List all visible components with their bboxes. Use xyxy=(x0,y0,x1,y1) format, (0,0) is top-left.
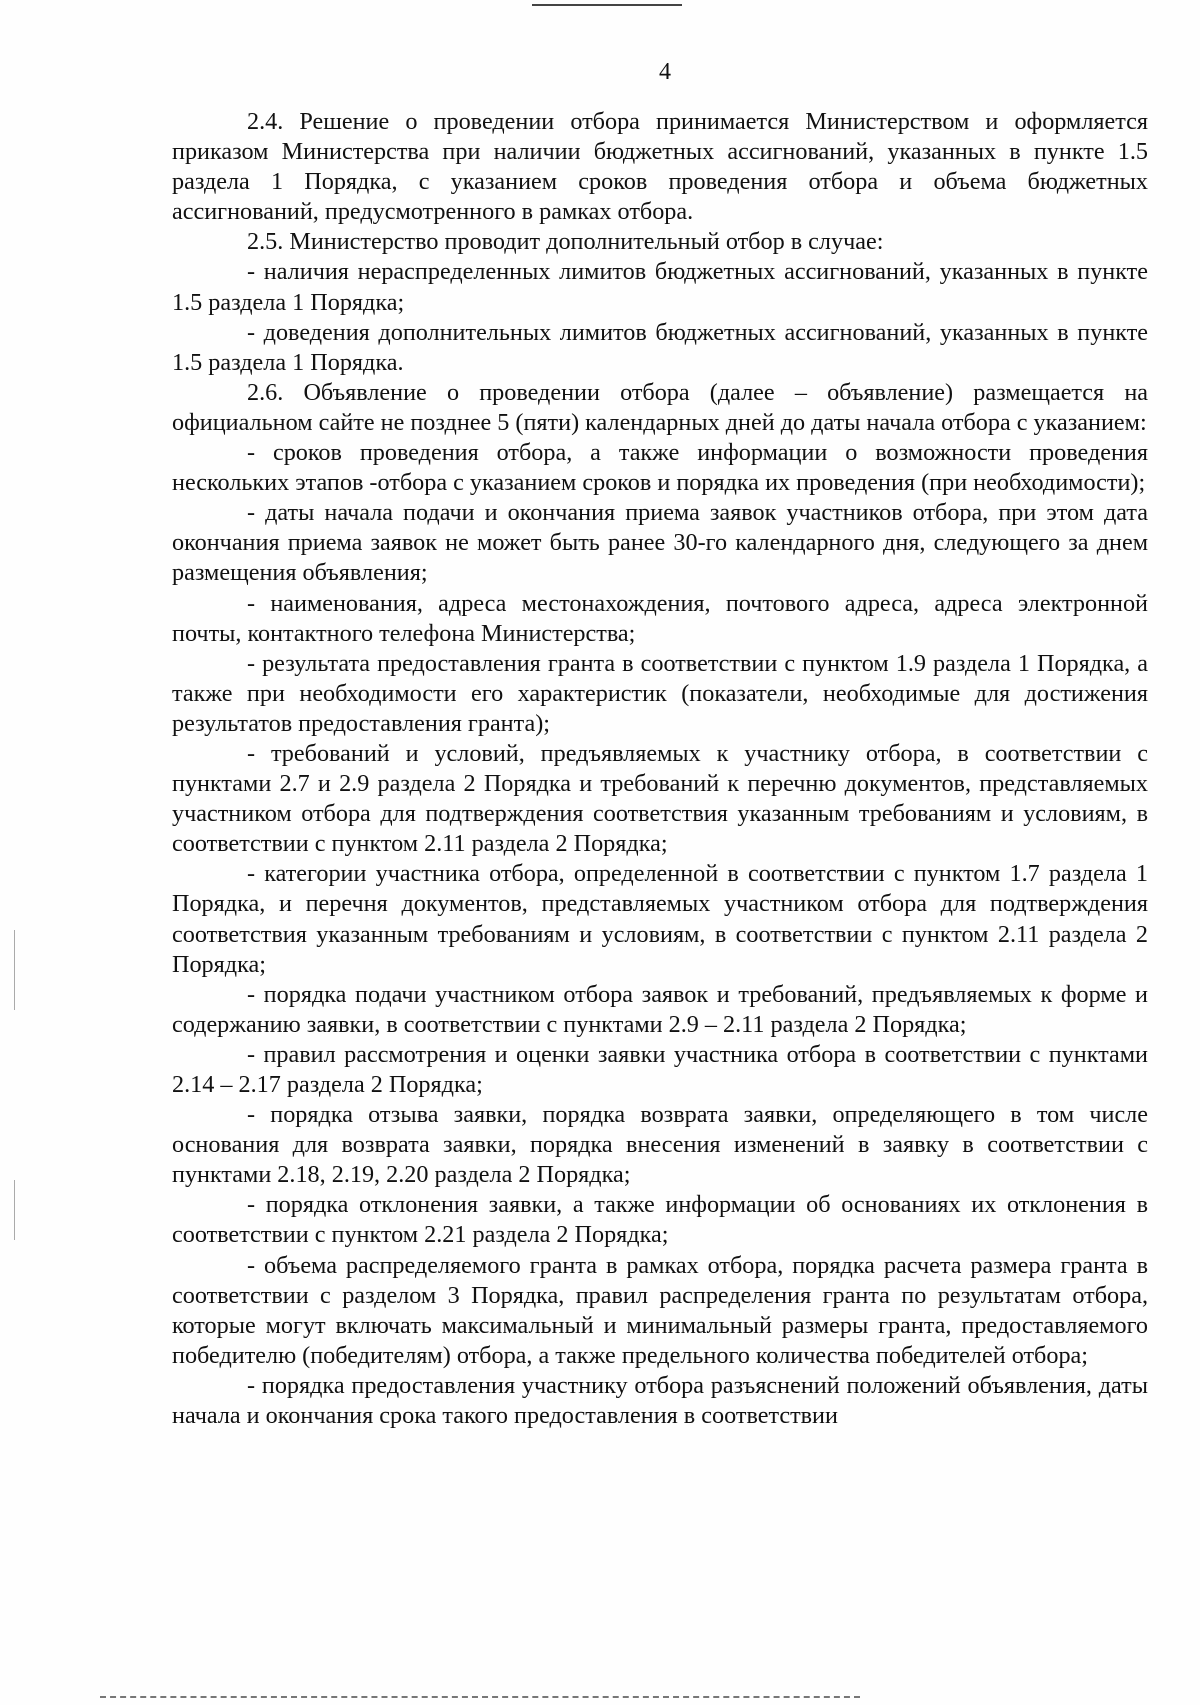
paragraph: - доведения дополнительных лимитов бюджетных ассигнований, указанных в пункте 1.5 раздела 1 Порядка. xyxy=(172,318,1148,376)
paragraph: - правил рассмотрения и оценки заявки участника отбора в соответствии с пунктами 2.14 – 2.17 раздела 2 Порядка; xyxy=(172,1040,1148,1098)
page-number: 4 xyxy=(659,59,671,85)
paragraph: - сроков проведения отбора, а также информации о возможности проведения нескольких этапов ‐отбора с указанием сроков и порядка их проведения (при необходимости); xyxy=(172,439,1148,497)
scan-margin-mark xyxy=(14,1180,15,1240)
scan-margin-mark xyxy=(14,930,15,1010)
paragraph: - порядка предоставления участнику отбора разъяснений положений объявления, даты начала и окончания срока такого предоставления в соответствии xyxy=(172,1371,1148,1430)
scan-bottom-rule xyxy=(100,1696,860,1698)
paragraph: - результата предоставления гранта в соответствии с пунктом 1.9 раздела 1 Порядка, а также при необходимости его характеристик (показатели, необходимые для достижения результатов предоставления гранта); xyxy=(172,649,1148,737)
scan-top-rule xyxy=(532,4,682,6)
paragraph: 2.5. Министерство проводит дополнительный отбор в случае: xyxy=(247,228,884,256)
paragraph: - наименования, адреса местонахождения, почтового адреса, адреса электронной почты, контактного телефона Министерства; xyxy=(172,589,1148,647)
paragraph: - объема распределяемого гранта в рамках отбора, порядка расчета размера гранта в соответствии с разделом 3 Порядка, правил распределения гранта по результатам отбора, которые могут включать максимальный и минимальный размеры гранта, предоставляемого победителю (победителям) отбора, а также предельного количества победителей отбора; xyxy=(172,1251,1148,1369)
paragraph: - порядка отзыва заявки, порядка возврата заявки, определяющего в том числе основания для возврата заявки, порядка внесения изменений в заявку в соответствии с пунктами 2.18, 2.19, 2.20 раздела 2 Порядка; xyxy=(172,1101,1148,1189)
document-body xyxy=(172,107,1148,1431)
paragraph: - категории участника отбора, определенной в соответствии с пунктом 1.7 раздела 1 Порядка, и перечня документов, представляемых участником отбора для подтверждения соответствия указанным требованиям и условиям, в соответствии с пунктом 2.11 раздела 2 Порядка; xyxy=(172,860,1148,978)
paragraph: 2.6. Объявление о проведении отбора (далее – объявление) размещается на официальном сайте не позднее 5 (пяти) календарных дней до даты начала отбора с указанием: xyxy=(172,378,1148,436)
paragraph: - порядка подачи участником отбора заявок и требований, предъявляемых к форме и содержанию заявки, в соответствии с пунктами 2.9 – 2.11 раздела 2 Порядка; xyxy=(172,980,1148,1038)
paragraph: - требований и условий, предъявляемых к участнику отбора, в соответствии с пунктами 2.7 и 2.9 раздела 2 Порядка и требований к перечню документов, представляемых участником отбора для подтверждения соответствия указанным требованиям и условиям, в соответствии с пунктом 2.11 раздела 2 Порядка; xyxy=(172,739,1148,858)
paragraph: 2.4. Решение о проведении отбора принимается Министерством и оформляется приказом Министерства при наличии бюджетных ассигнований, указанных в пункте 1.5 раздела 1 Порядка, с указанием сроков проведения отбора и объема бюджетных ассигнований, предусмотренного в рамках отбора. xyxy=(172,108,1148,226)
paragraph: - даты начала подачи и окончания приема заявок участников отбора, при этом дата окончания приема заявок не может быть ранее 30-го календарного дня, следующего за днем размещения объявления; xyxy=(172,499,1148,587)
paragraph: - порядка отклонения заявки, а также информации об основаниях их отклонения в соответствии с пунктом 2.21 раздела 2 Порядка; xyxy=(172,1191,1148,1249)
paragraph: - наличия нераспределенных лимитов бюджетных ассигнований, указанных в пункте 1.5 раздела 1 Порядка; xyxy=(172,258,1148,316)
